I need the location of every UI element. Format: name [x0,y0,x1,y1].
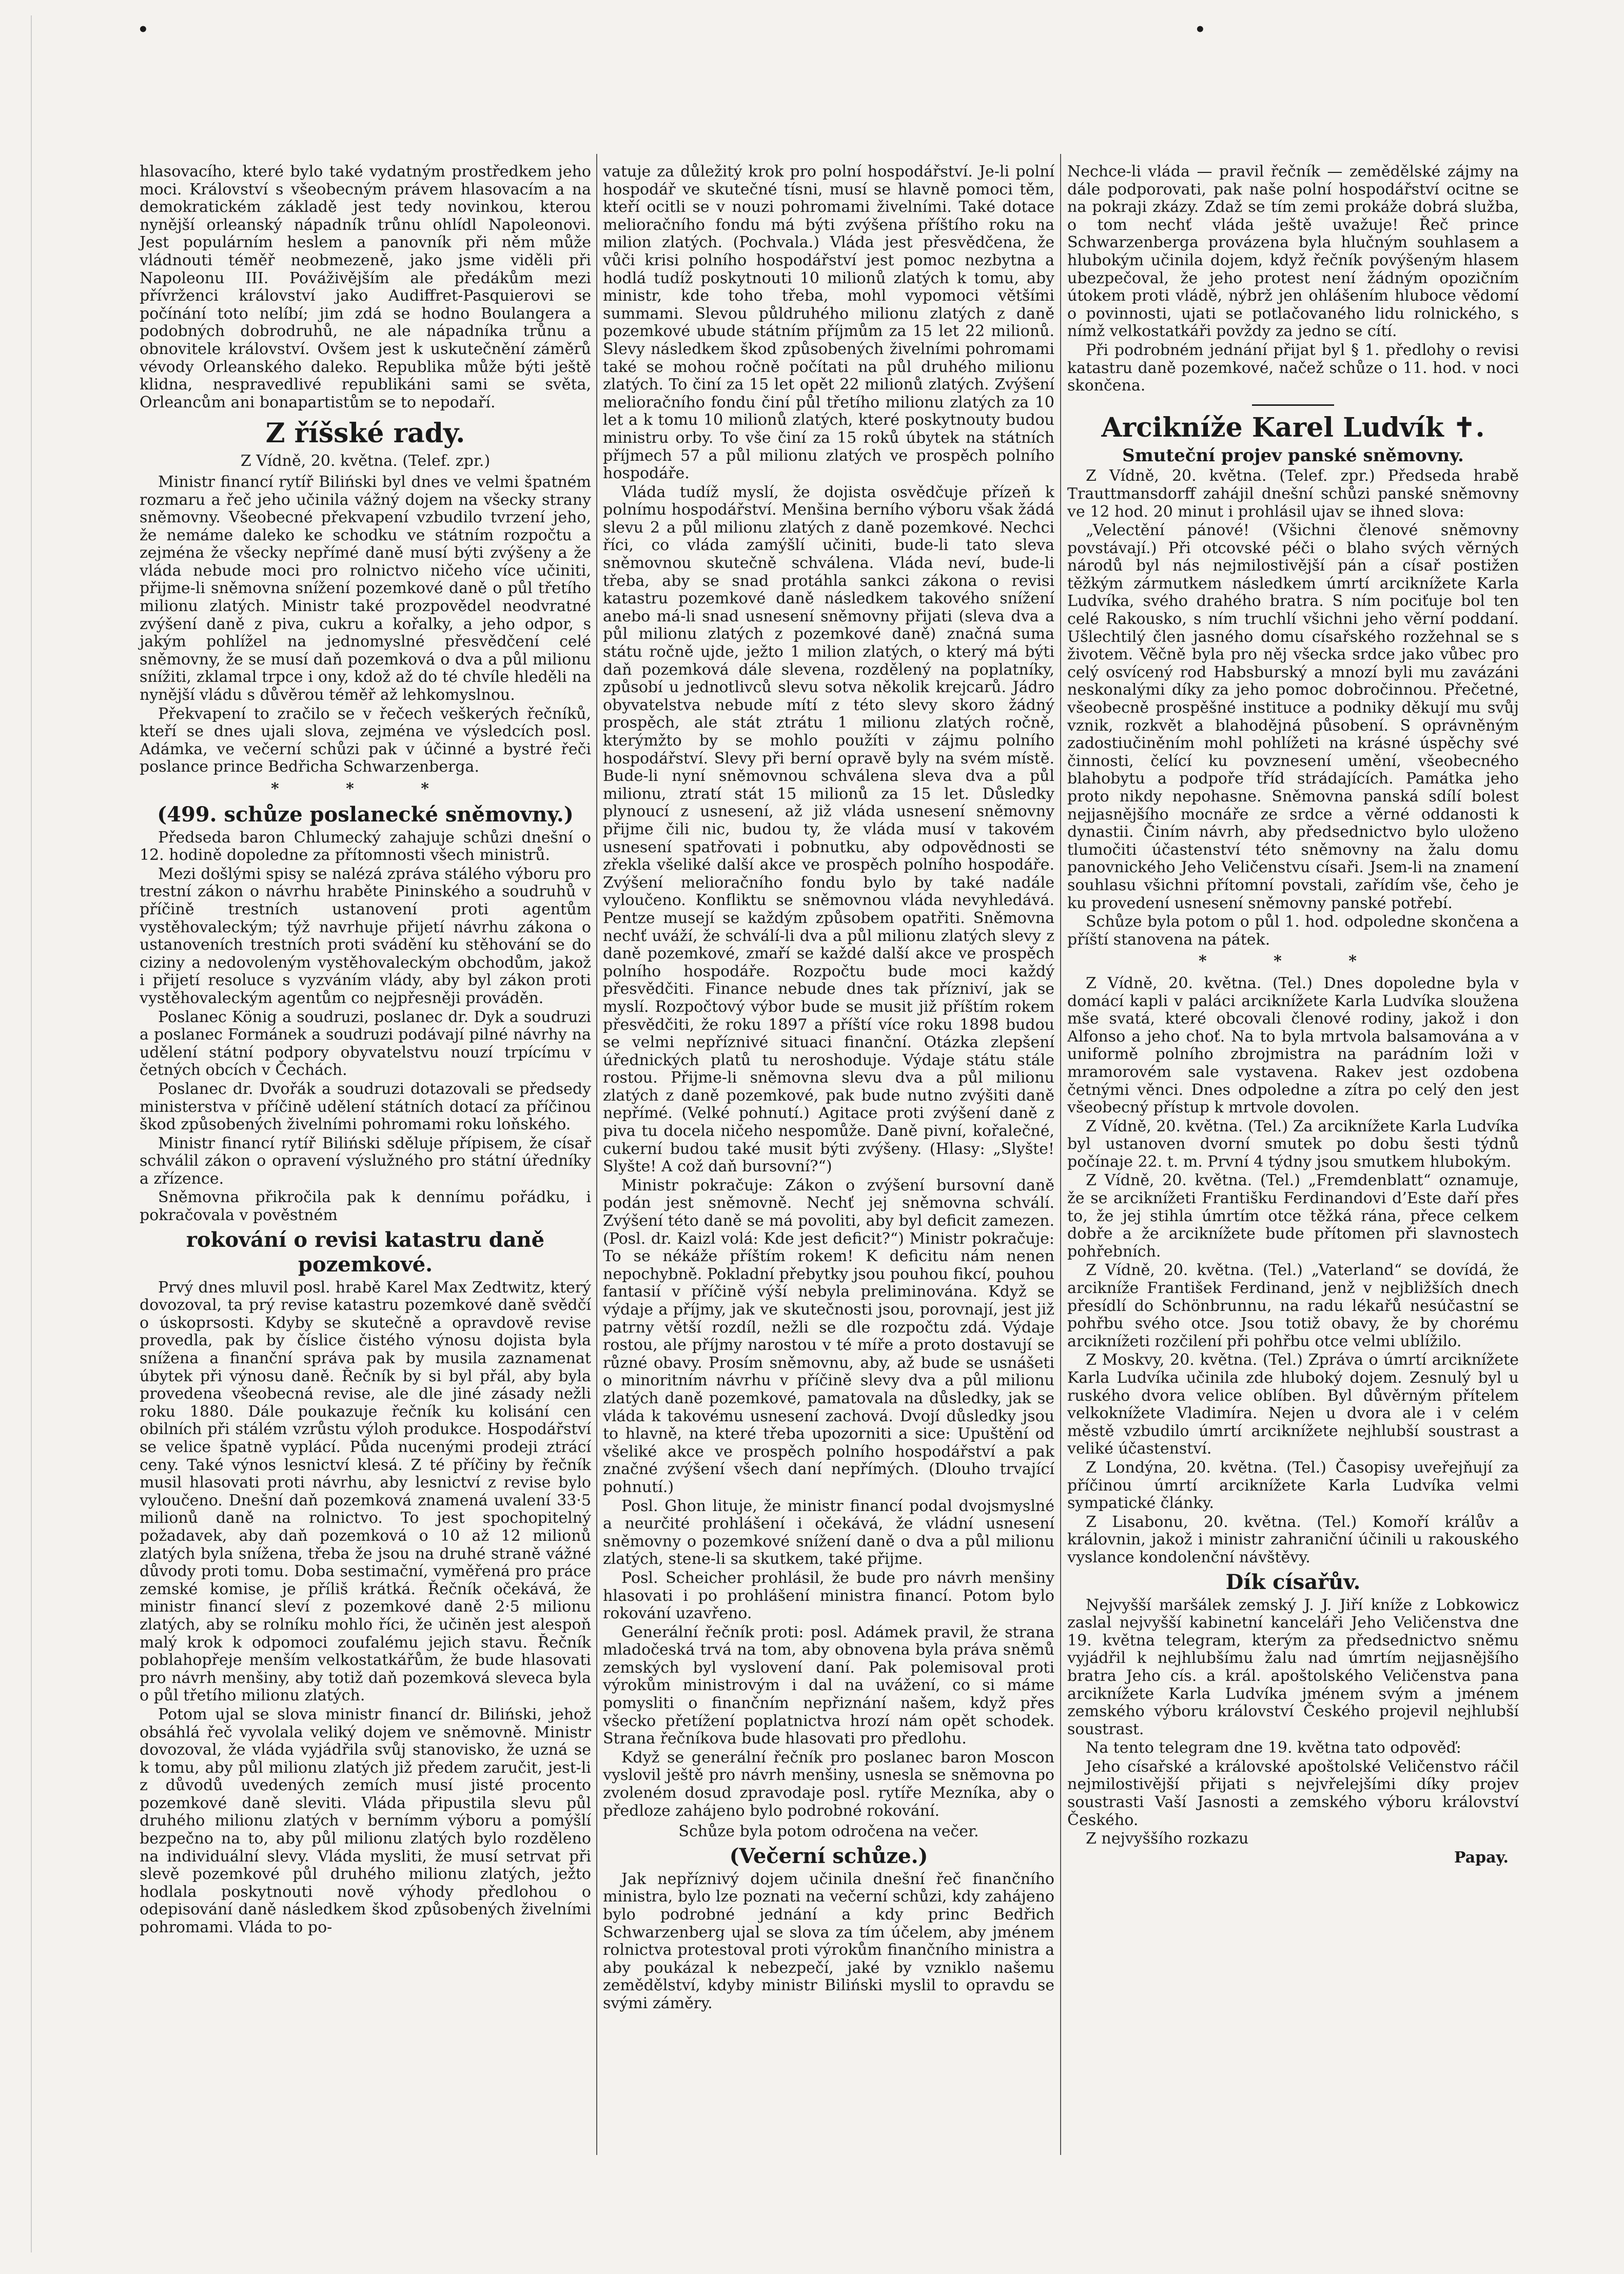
paragraph: Jeho císařské a královské apoštolské Veličenstvo ráčil nejmilostivější přijati s nejvřelejšími díky projev soustrasti Vaší Jasnosti a zemského výboru království Českého. [1067,1757,1519,1829]
dateline: Z Vídně, 20. května. (Telef. zpr.) [240,452,491,471]
section-heading: Z říšské rady. [265,418,465,449]
column-3 [1067,163,1519,1868]
paragraph: Generální řečník proti: posl. Adámek pravil, že strana mladočeská trvá na tom, aby obnovena byla práva sněmů zemských byl vyslovení daní. Pak polemisoval proti výrokům ministrovým i dal na uvážení, co si máme pomysliti o finančním nepřiznání našem, když přes všecko přetížení poplatnictva hrozí nám opět schodek. Strana řečníkova bude hlasovati pro předlohu. [603,1623,1054,1748]
column-2 [603,163,1054,2014]
paragraph: Prvý dnes mluvil posl. hrabě Karel Max Zedtwitz, který dovozoval, ta prý revise katastru pozemkové daně svědčí o úskoprsosti. Kdyby se skutečně a opravdově revise provedla, pak by číslice čistého výnosu dojista byla snížena a finanční správa pak by musila zaznamenat úbytek při výnosu daně. Řečník by si byl přál, aby byla provedena všeobecná revise, ale dle jiné zásady nežli roku 1880. Dále poukazuje řečník ku kolisání cen obilních při stálém vzrůstu výloh produkce. Hospodářství se velice špatně vyplácí. Půda nucenými prodeji ztrácí ceny. Také výnos lesnictví klesá. Z té příčiny by řečník musil hlasovati proti návrhu, aby lesnictví z revise bylo vyloučeno. Dnešní daň pozemková znamená uvalení 33·5 milionů daně na rolnictvo. To jest spochopitelný požadavek, aby daň pozemková o 10 až 12 milionů zlatých byla snížena, třeba že jsou na druhé straně vážné důvody proti tomu. Doba sestimační, vyměřená pro práce zemské komise, je příliš krátká. Řečník očekává, že ministr financí sleví z pozemkové daně 2·5 milionu zlatých, aby se rolníku mohlo říci, že učiněn jest alespoň malý krok k odpomoci zoufalému jejich stavu. Řečník poblahopřeje menším velkostatkářům, že bude hlasovati pro návrh menšiny, aby totiž daň pozemková sleveca byla o půl třetího milionu zlatých. [140,1278,591,1705]
topic-heading: rokování o revisi katastru daně pozemkové. [186,1227,545,1277]
column-divider [1060,154,1061,2155]
paragraph: Ministr pokračuje: Zákon o zvýšení bursovní daně podán jest sněmovně. Nechť jej sněmovna schválí. Zvýšení této daně se má povoliti, aby byl deficit zamezen. (Posl. dr. Kaizl volá: Kde jest deficit?“) Ministr pokračuje: To se nékáže příštím rokem! K deficitu nám nenen nepochybně. Pokladní přebytky jsou pouhou fikcí, pouhou fantasií v příčině výší nebyla preliminována. Když se výdaje a příjmy, jak ve skutečnosti jsou, porovnají, jest již patrny větší rozdíl, nežli se dle rozpočtu zdá. Výdaje rostou, ale příjmy narostou v té míře a proto dostavují se různé obavy. Prosím sněmovnu, aby, až bude se usnášeti o minoritním návrhu v příčině slevy dva a půl milionu zlatých daně pozemkové, pamatovala na důsledky, jak se vláda k takovému usnesení zachová. Dvojí důsledky jsou to hlavně, na které třeba upozorniti a sice: Upuštění od všeliké akce ve prospěch polního hospodářství a pak značné zvýšení všech daní nepřímých. (Dlouho trvající pohnutí.) [603,1176,1054,1496]
separator-stars: * * * [1199,952,1387,971]
paragraph: Nechce-li vláda — pravil řečník — zemědělské zájmy na dále podporovati, pak naše polní hospodářství ocitne se na pokraji zkázy. Zdaž se tím zemi prokáže dobrá služba, o tom nechť vláda ještě uvažuje! Řeč prince Schwarzenberga provázena byla hlučným souhlasem a hlubokým učinila dojem, když řečník povýšeným hlasem ubezpečoval, že jeho protest není žádným opozičním útokem proti vládě, nýbrž jen ohlášením hluboce vědomí o povinnosti, ujati se potlačovaného lidu rolnického, s nímž velkostatkáři povždy za jedno se cítí. [1067,163,1519,341]
paragraph: Sněmovna přikročila pak k dennímu pořádku, i pokračovala v pověstném [140,1188,591,1225]
section-heading: Dík císařův. [1225,1570,1361,1594]
paragraph: Posl. Ghon lituje, že ministr financí podal dvojsmyslné a neurčité prohlášení i očekává, že vládní usnesení sněmovny o pozemkové snížení daně o dva a půl milionu zlatých, stene-li sa skutkem, také přijme. [603,1497,1054,1569]
paragraph: Z Vídně, 20. května. (Tel.) Dnes dopoledne byla v domácí kapli v paláci arciknížete Karla Ludvíka sloužena mše svatá, které obcovali členové rodiny, jakož i don Alfonso a jeho choť. Na to byla mrtvola balsamována a v uniformě polního zbrojmistra na parádním loži v mramorovém sale vystavena. Rakev jest ozdobena četnými věnci. Dnes odpoledne a zítra po celý den jest všeobecný přístup k mrtvole dovolen. [1067,974,1519,1117]
signature: Papay. [1454,1848,1509,1867]
paragraph: Potom ujal se slova ministr financí dr. Biliński, jehož obsáhlá řeč vyvolala veliký dojem ve sněmovně. Ministr dovozoval, že vláda vyjádřila svůj stanovisko, že uzná se k tomu, aby půl milionu zlatých již předem zaručit, jest-li z důvodů uvedených zemích musí jisté procento pozemkové daně sleviti. Vláda připustila slevu půl druhého milionu zlatých v bernímm výboru a pomýšlí bezpečno na to, aby půl milionu zlatých bylo rozděleno na individuální slevy. Vláda mysliti, že musí setrvat při slevě pozemkové půl druhého milionu zlatých, ježto hodlala poskytnouti nově výhody předlohou o odepisování daně následkem škod způsobených živelními pohromami. Vláda to po- [140,1705,591,1937]
paragraph: Ministr financí rytíř Biliński byl dnes ve velmi špatném rozmaru a řeč jeho učinila vážný dojem na všecky strany sněmovny. Všeobecné překvapení vzbudilo tvrzení jeho, že nemáme daleko ke schodku ve státním rozpočtu a zejména že všecky nepřímé daně musí býti zvýšeny a že vláda nebude moci pro rolnictvo ničeho více učiniti, přijme-li sněmovna snížení pozemkové daně o půl třetího milionu zlatých. Ministr také prozpovědel neodvratné zvýšení daně z piva, cukru a kořalky, a jeho odpor, s jakým pohlížel na jednomyslné přesvědčení celé sněmovny, že se musí daň pozemková o dva a půl milionu snížiti, zklamal trpce i ony, kdož až do té chvíle hleděli na nynější vládu s důvěrou téměř až lehkomyslnou. [140,473,591,704]
evening-session-heading: (Večerní schůze.) [729,1844,928,1868]
column-1 [140,163,591,1938]
paragraph: Posl. Scheicher prohlásil, že bude pro návrh menšiny hlasovati i po prohlášení ministra financí. Potom bylo rokování uzavřeno. [603,1569,1054,1623]
paragraph: Na tento telegram dne 19. května tato odpověď: [1086,1739,1461,1757]
paragraph: Jak nepříznivý dojem učinila dnešní řeč finančního ministra, bylo lze poznati na večerní schůzi, kdy zahájeno bylo podrobné jednání a kdy princ Bedřich Schwarzenberg ujal se slova za tím účelem, aby jménem rolnictva protestoval proti výrokům finančního ministra a aby poukázal k nebezpečí, jaké by vzniklo našemu zemědělství, kdyby ministr Biliński myslil to opravdu se svými záměry. [603,1870,1054,2012]
subheading: Smuteční projev panské sněmovny. [1122,445,1464,466]
paragraph: Z Vídně, 20. května. (Telef. zpr.) Předseda hrabě Trauttmansdorff zahájil dnešní schůzi panské sněmovny ve 12 hod. 20 minut i prohlásil ujav se ihned slova: [1067,467,1519,521]
paragraph: Schůze byla potom odročena na večer. [678,1822,979,1841]
section-heading: Arcikníže Karel Ludvík ✝. [1101,411,1485,443]
paragraph: Poslanec König a soudruzi, poslanec dr. Dyk a soudruzi a poslanec Formánek a soudruzi podávají pilné návrhy na udělení státní podpory obyvatelstvu nouzí trpícímu v četných obcích v Čechách. [140,1008,591,1080]
paragraph: Z Londýna, 20. května. (Tel.) Časopisy uveřejňují za příčinou úmrtí arciknížete Karla Ludvíka velmi sympatické články. [1067,1458,1519,1513]
separator-stars: * * * [271,780,460,798]
paragraph: Mezi došlými spisy se nalézá zpráva stálého výboru pro trestní zákon o návrhu hraběte Pininského a soudruhů v příčině trestních ustanovení proti agentům vystěhovaleckým; týž navrhuje přijetí návrhu zákona o ustanoveních trestních proti svádění ku stěhování se do ciziny a nedovoleným vystěhovaleckým obchodům, jakož i přijetí resoluce s vyzváním vlády, aby byl zákon proti vystěhovaleckým agentům co nejpřesněji prováděn. [140,865,591,1007]
paragraph: Z Vídně, 20. května. (Tel.) „Vaterland“ se dovídá, že arcikníže František Ferdinand, jenž v nejbližších dnech přesídlí do Schönbrunnu, na radu lékařů nesúčastní se pohřbu svého otce. Jsou totiž obavy, že by chorému arciknížeti rozčilení při pohřbu otce velmi ublížilo. [1067,1261,1519,1350]
paragraph: Schůze byla potom o půl 1. hod. odpoledne skončena a příští stanovena na pátek. [1067,913,1519,949]
paragraph: Z Lisabonu, 20. května. (Tel.) Komoří králův a královnin, jakož i ministr zahraniční účinili u rakouského vyslance kondolenční návštěvy. [1067,1513,1519,1566]
paragraph: Z Moskvy, 20. května. (Tel.) Zpráva o úmrtí arciknížete Karla Ludvíka učinila zde hluboký dojem. Zesnulý byl u ruského dvora velice oblíben. Byl důvěrným přítelem velkoknížete Vladimíra. Nejen u dvora ale i v celém městě vzbudilo úmrtí arciknížete nejhlubší soustrast a veliké účastenství. [1067,1351,1519,1458]
paragraph: Když se generální řečník pro poslanec baron Moscon vyslovil ještě pro návrh menšiny, usnesla se sněmovna po zvoleném dosud zpravodaje posl. rytíře Mezníka, aby o předloze zahájeno bylo podrobné rokování. [603,1748,1054,1820]
paragraph: Ministr financí rytíř Biliński sděluje přípisem, že císař schválil zákon o opravení výslužného pro státní úředníky a zřízence. [140,1134,591,1188]
paragraph: Poslanec dr. Dvořák a soudruzi dotazovali se předsedy ministerstva v příčině udělení státních dotací za příčinou škod způsobených živelními pohromami roku loňského. [140,1080,591,1134]
page-mark-right: • [1195,19,1206,40]
paragraph: hlasovacího, které bylo také vydatným prostředkem jeho moci. Království s všeobecným právem hlasovacím a na demokratickém základě jest tedy novinkou, kterou nynější orleanský nápadník trůnu ohlídl Napoleonovi. Jest populárním heslem a panovník při něm může vládnouti téměř neobmezeně, jako jsme viděli při Napoleonu III. Pováživějším ale předákům mezi přívrženci království jako Audiffret-Pasquierovi se počínání toto nelíbí; jim zdá se hodno Boulangera a podobných dobrodruhů, ne ale nápadníka trůnu a obnovitele království. Ovšem jest k uskutečnění záměrů vévody Orleanského daleko. Republika může býti ještě klidna, nespravedlivé republikáni sami se světa, Orleancům ani bonapartistům se to nepodaří. [140,163,591,411]
paragraph: Z Vídně, 20. května. (Tel.) Za arciknížete Karla Ludvíka byl ustanoven dvorní smutek po dobu šesti týdnů počínaje 22. t. m. První 4 týdny jsou smutkem hlubokým. [1067,1117,1519,1171]
paragraph: Z nejvyššího rozkazu [1086,1830,1249,1848]
page-mark-left: • [138,19,149,40]
paragraph: Vláda tudíž myslí, že dojista osvědčuje přízeň k polnímu hospodářství. Menšina berního výboru však žádá slevu 2 a půl milionu zlatých z daně pozemkové. Nechci říci, co vláda zamýšlí učiniti, bude-li tato sleva sněmovnou skutečně schválena. Vláda neví, bude-li třeba, aby se snad protáhla sankci zákona o revisi katastru pozemkové daně následkem takového snížení anebo má-li snad usnesení sněmovny přijati (sleva dva a půl milionu zlatých z pozemkové daně) značná suma státu ročně ujde, ježto 1 milion zlatých, o který má býti daň pozemková dále slevena, rozdělený na poplatníky, způsobí u jednotlivců slevu sotva několik krejcarů. Jádro obyvatelstva nebude mítí z této slevy skoro žádný prospěch, ale stát ztrátu 1 milionu zlatých ročně, kterýmžto by se mohlo použíti v zájmu polního hospodářství. Slevy při berní opravě byly na svém místě. Bude-li nyní sněmovnou schválena sleva dva a půl milionu, ztratí stát 15 milionů za 15 let. Důsledky plynoucí z usnesení, až již vláda usnesení sněmovny přijme čili nic, budou ty, že vláda musí v takovém usnesení spatřovati i pobnutku, aby odpovědnosti se zřekla všeliké další akce ve prospěch polního hospodáře. Zvýšení melioračního fondu bylo by také nadále vyloučeno. Konfliktu se sněmovnou vláda nevyhledává. Pentze musejí se každým způsobem opatřiti. Sněmovna nechť uváží, že schválí-li dva a půl milionu zlatých slevy z daně pozemkové, zmaří se každé další akce ve prospěch polního hospodáře. Rozpočtu bude moci každý přesvědčiti. Finance nebude dnes tak přízniví, jak se myslí. Rozpočtový výbor bude se musit již příštím rokem přesvědčiti, že roku 1897 a příští více roku 1898 budou se velmi nepříznivé situaci finanční. Otázka zlepšení úřednických platů tu neroshoduje. Výdaje státu stále rostou. Přijme-li sněmovna slevu dva a půl milionu zlatých z daně pozemkové, pak bude nutno zvýšiti daně nepřímé. (Velké pohnutí.) Agitace proti zvýšení daně z piva tu docela ničeho nespomůže. Daně pivní, kořalečné, cukerní budou také musit býti zvýšeny. (Hlasy: „Slyšte! Slyšte! A což daň bursovní?“) [603,483,1054,1176]
paragraph: „Velectění pánové! (Všichni členové sněmovny povstávají.) Při otcovské péči o blaho svých věrných národů byl nás nejmilostivější pán a císař postižen těžkým zármutkem následkem úmrtí arciknížete Karla Ludvíka, svého drahého bratra. S ním pociťuje bol ten celé Rakousko, s ním truchlí všichni jeho věrní poddaní. Ušlechtilý člen jasného domu císařského rozžehnal se s životem. Věčně byla pro něj všecka srdce jako vůbec pro celý osvícený rod Habsburský a mnozí byli mu zavázáni neskonalými díky za jeho pomoc dobročinnou. Přečetné, všeobecně prospěšné instituce a podniky děkují mu svůj vznik, rozkvět a blahodějná působení. S oprávněným zadostiučiněním mohl pohlížeti na krásné úspěchy své činnosti, čelící ku povznesení umění, všeobecného blahobytu a podpoře tříd strádajících. Památka jeho proto nikdy nepohasne. Sněmovna panská sdílí bolest nejjasnějšího mocnáře ze srdce a věrné oddanosti k dynastii. Činím návrh, aby předsednictvo bylo uloženo tlumočiti účastenství této sněmovny na žalu domu panovnického Jeho Veličenstvu císaři. Jsem-li na znamení souhlasu všichni přítomní povstali, zařídím vše, čeho je ku provedení usnesení sněmovny panské potřebí. [1067,521,1519,912]
paragraph: Předseda baron Chlumecký zahajuje schůzi dnešní o 12. hodině dopoledne za přítomnosti všech ministrů. [140,828,591,865]
divider [1252,404,1334,406]
paragraph: Z Vídně, 20. května. (Tel.) „Fremdenblatt“ oznamuje, že se arciknížeti Františku Ferdinandovi d’Este daří přes to, že jej stihla úmrtím otce těžká rána, přece celkem dobře a že arciknížete bude přítomen při slavnostech pohřebních. [1067,1171,1519,1261]
paragraph: vatuje za důležitý krok pro polní hospodářství. Je-li polní hospodář ve skutečné tísni, musí se hlavně pomoci těm, kteří ocitli se v nouzi pohromami živelními. Také dotace melioračního fondu má býti zvýšena příštího roku na milion zlatých. (Pochvala.) Vláda jest přesvědčena, že vůči krisi polního hospodářství jest pomoc nezbytna a hodlá tudíž poskytnouti 10 milionů zlatých k tomu, aby ministr, kde toho třeba, mohl vypomoci většími summami. Slevou půldruhého milionu zlatých z daně pozemkové ubude státním příjmům za 15 let 22 milionů. Slevy následkem škod způsobených živelními pohromami také se mohou ročně počítati na půl druhého milionu zlatých. To činí za 15 let opět 22 milionů zlatých. Zvýšení melioračního fondu činí půl třetího milionu zlatých za 10 let a k tomu 10 milionů zlatých, které poskytnouty budou ministru orby. To vše činí za 15 roků úbytek na státních příjmech 57 a půl milionu zlatých ve prospěch polního hospodáře. [603,163,1054,483]
paragraph: Při podrobném jednání přijat byl § 1. předlohy o revisi katastru daně pozemkové, načež schůze o 11. hod. v noci skončena. [1067,341,1519,395]
column-divider [596,154,597,2155]
session-heading: (499. schůze poslanecké sněmovny.) [157,802,574,827]
paragraph: Nejvyšší maršálek zemský J. J. Jiří kníže z Lobkowicz zaslal nejvyšší kabinetní kanceláři Jeho Veličenstva dne 19. května telegram, kterým za předsednictvo sněmu vyjádřil k nejhlubšímu žalu nad úmrtím nejjasnějšího bratra Jeho cís. a král. apoštolského Veličenstva pana arciknížete Karla Ludvíka jménem svým a jménem zemského výboru království Českého projevil nejhlubší soustrast. [1067,1596,1519,1738]
paragraph: Překvapení to zračilo se v řečech veškerých řečníků, kteří se dnes ujali slova, zejména ve výsledcích posl. Adámka, ve večerní schůzi pak v účinné a bystré řeči poslance prince Bedřicha Schwarzenberga. [140,704,591,776]
